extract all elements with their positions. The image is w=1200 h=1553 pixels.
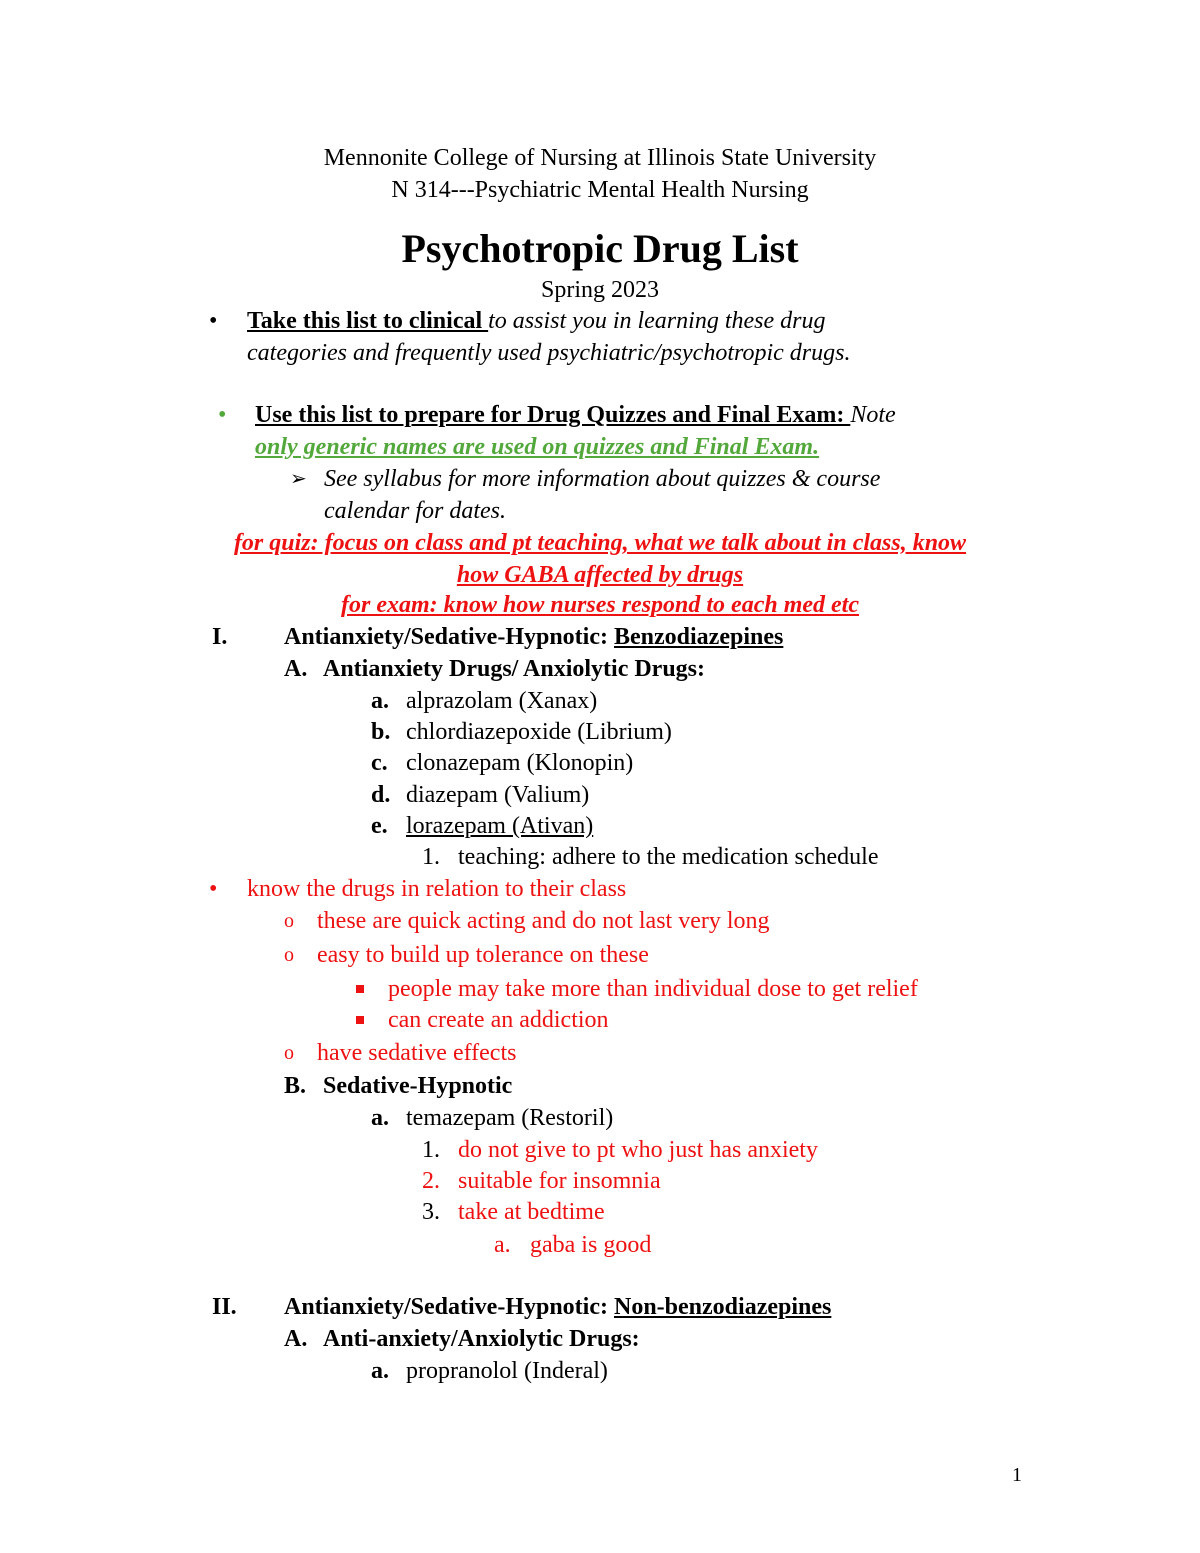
temazepam-note: take at bedtime [458,1199,605,1225]
square-bullet-icon [356,1016,364,1024]
quiz-focus-note-cont: how GABA affected by drugs [456,562,744,588]
section-2-subA-label: A. [284,1326,308,1352]
section-2-numeral: II. [212,1294,237,1320]
drug-label: c. [371,750,388,776]
generic-names-note: only generic names are used on quizzes and Final Exam. [255,434,820,460]
intro-bullet-1-cont: categories and frequently used psychiatric/psychotropic drugs. [247,340,851,366]
drug-item: diazepam (Valium) [406,782,590,808]
gaba-note-label: a. [494,1232,511,1258]
section-1-subA-label: A. [284,656,308,682]
intro-bullet-2 [255,400,896,430]
intro-bullet-2-bold: Use this list to prepare for Drug Quizzes and Final Exam: [255,402,851,428]
circle-bullet-icon: o [284,1042,294,1064]
temazepam-note-number: 2. [422,1168,440,1194]
section-1-heading-underlined: Benzodiazepines [614,624,784,650]
drug-label: e. [371,813,388,839]
bullet-icon: • [209,876,218,902]
section-1-numeral: I. [212,624,228,650]
drug-item: propranolol (Inderal) [406,1358,608,1384]
section-1-subA-heading: Antianxiety Drugs/ Anxiolytic Drugs: [323,656,706,682]
benzo-note: easy to build up tolerance on these [317,942,649,968]
course-name: N 314---Psychiatric Mental Health Nursing [391,177,809,203]
syllabus-note-cont: calendar for dates. [324,498,506,524]
teaching-number: 1. [422,844,440,870]
temazepam-note: suitable for insomnia [458,1168,661,1194]
section-1-heading [284,622,783,652]
tolerance-note: people may take more than individual dose to get relief [388,976,918,1002]
intro-bullet-1-bold: Take this list to clinical [247,308,489,334]
drug-label: b. [371,719,391,745]
temazepam-note-number: 1. [422,1137,440,1163]
gaba-note: gaba is good [530,1232,652,1258]
intro-bullet-1 [247,306,825,336]
term: Spring 2023 [540,277,659,303]
benzo-note: have sedative effects [317,1040,517,1066]
drug-item: lorazepam (Ativan) [406,813,594,839]
bullet-icon: • [218,402,227,428]
intro-bullet-2-note: Note [850,402,896,428]
section-2-heading [284,1292,831,1322]
drug-item: clonazepam (Klonopin) [406,750,634,776]
temazepam-note-number: 3. [422,1199,440,1225]
section-1-heading-text: Antianxiety/Sedative-Hypnotic: [284,624,614,650]
drug-label: a. [371,688,389,714]
institution-name: Mennonite College of Nursing at Illinois State University [323,145,877,171]
drug-label: a. [371,1358,389,1384]
temazepam-note: do not give to pt who just has anxiety [458,1137,818,1163]
drug-label: a. [371,1105,389,1131]
page-number: 1 [1012,1464,1022,1486]
square-bullet-icon [356,985,364,993]
exam-focus-note: for exam: know how nurses respond to each med etc [340,592,859,618]
bullet-icon: • [209,308,218,334]
quiz-focus-note: for quiz: focus on class and pt teaching, what we talk about in class, know [233,530,967,556]
syllabus-note: See syllabus for more information about quizzes & course [324,466,881,492]
section-1-subB-label: B. [284,1073,307,1099]
drug-item: alprazolam (Xanax) [406,688,598,714]
section-2-heading-underlined: Non-benzodiazepines [614,1294,832,1320]
teaching-note: teaching: adhere to the medication schedule [458,844,879,870]
section-1-subB-heading: Sedative-Hypnotic [323,1073,513,1099]
drug-item: temazepam (Restoril) [406,1105,614,1131]
drug-label: d. [371,782,391,808]
page-title: Psychotropic Drug List [401,226,799,271]
class-note: know the drugs in relation to their class [247,876,627,902]
section-2-subA-heading: Anti-anxiety/Anxiolytic Drugs: [323,1326,640,1352]
arrow-bullet-icon: ➢ [290,468,307,490]
intro-bullet-1-italic: to assist you in learning these drug [488,308,826,334]
drug-item: chlordiazepoxide (Librium) [406,719,672,745]
benzo-note: these are quick acting and do not last very long [317,908,770,934]
section-2-heading-text: Antianxiety/Sedative-Hypnotic: [284,1294,614,1320]
circle-bullet-icon: o [284,944,294,966]
tolerance-note: can create an addiction [388,1007,609,1033]
circle-bullet-icon: o [284,910,294,932]
